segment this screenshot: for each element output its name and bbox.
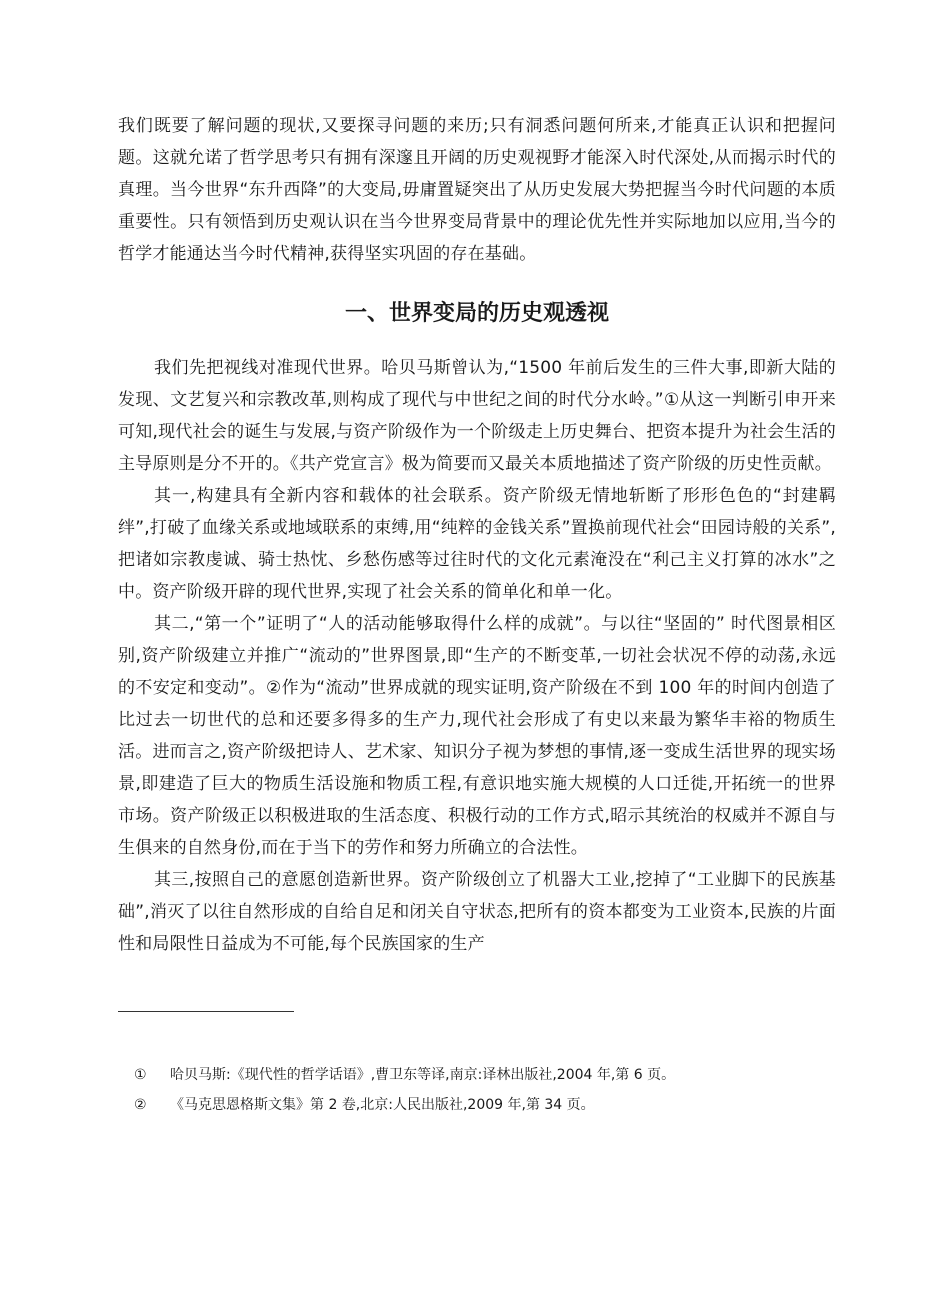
footnote-text: 哈贝马斯:《现代性的哲学话语》,曹卫东等译,南京:译林出版社,2004 年,第 6 页。 [170, 1067, 676, 1083]
body-paragraph-1: 我们先把视线对准现代世界。哈贝马斯曾认为,“1500 年前后发生的三件大事,即新大陆的发现、文艺复兴和宗教改革,则构成了现代与中世纪之间的时代分水岭。”①从这一判断引申开来可知,现代社会的诞生与发展,与资产阶级作为一个阶级走上历史舞台、把资本提升为社会生活的主导原则是分不开的。《共产党宣言》极为简要而又最关本质地描述了资产阶级的历史性贡献。 [118, 358, 836, 474]
body-paragraph-2: 其一,构建具有全新内容和载体的社会联系。资产阶级无情地斩断了形形色色的“封建羁绊”,打破了血缘关系或地域联系的束缚,用“纯粹的金钱关系”置换前现代社会“田园诗般的关系”,把诸如宗教虔诚、骑士热忱、乡愁伤感等过往时代的文化元素淹没在“利己主义打算的冰水”之中。资产阶级开辟的现代世界,实现了社会关系的简单化和单一化。 [118, 486, 836, 602]
footnote-2 [134, 1090, 834, 1120]
section-heading: 一、世界变局的历史观透视 [344, 301, 609, 326]
footnote-text: 《马克思恩格斯文集》第 2 卷,北京:人民出版社,2009 年,第 34 页。 [170, 1097, 595, 1113]
footnote-divider [118, 1011, 294, 1012]
footnote-1 [134, 1060, 834, 1090]
intro-paragraph: 我们既要了解问题的现状,又要探寻问题的来历;只有洞悉问题何所来,才能真正认识和把握问题。这就允诺了哲学思考只有拥有深邃且开阔的历史观视野才能深入时代深处,从而揭示时代的真理。当今世界“东升西降”的大变局,毋庸置疑突出了从历史发展大势把握当今时代问题的本质重要性。只有领悟到历史观认识在当今世界变局背景中的理论优先性并实际地加以应用,当今的哲学才能通达当今时代精神,获得坚实巩固的存在基础。 [118, 116, 836, 264]
footnote-mark: ② [134, 1097, 147, 1113]
article-body [118, 110, 836, 960]
body-paragraph-4: 其三,按照自己的意愿创造新世界。资产阶级创立了机器大工业,挖掉了“工业脚下的民族基础”,消灭了以往自然形成的自给自足和闭关自守状态,把所有的资本都变为工业资本,民族的片面性和局限性日益成为不可能,每个民族国家的生产 [118, 870, 836, 954]
footnotes [134, 1060, 834, 1120]
footnote-mark: ① [134, 1067, 147, 1083]
body-paragraph-3: 其二,“第一个”证明了“人的活动能够取得什么样的成就”。与以往“坚固的” 时代图景相区别,资产阶级建立并推广“流动的”世界图景,即“生产的不断变革,一切社会状况不停的动荡,永远的不安定和变动”。②作为“流动”世界成就的现实证明,资产阶级在不到 100 年的时间内创造了比过去一切世代的总和还要多得多的生产力,现代社会形成了有史以来最为繁华丰裕的物质生活。进而言之,资产阶级把诗人、艺术家、知识分子视为梦想的事情,逐一变成生活世界的现实场景,即建造了巨大的物质生活设施和物质工程,有意识地实施大规模的人口迁徙,开拓统一的世界市场。资产阶级正以积极进取的生活态度、积极行动的工作方式,昭示其统治的权威并不源自与生俱来的自然身份,而在于当下的劳作和努力所确立的合法性。 [118, 614, 836, 858]
